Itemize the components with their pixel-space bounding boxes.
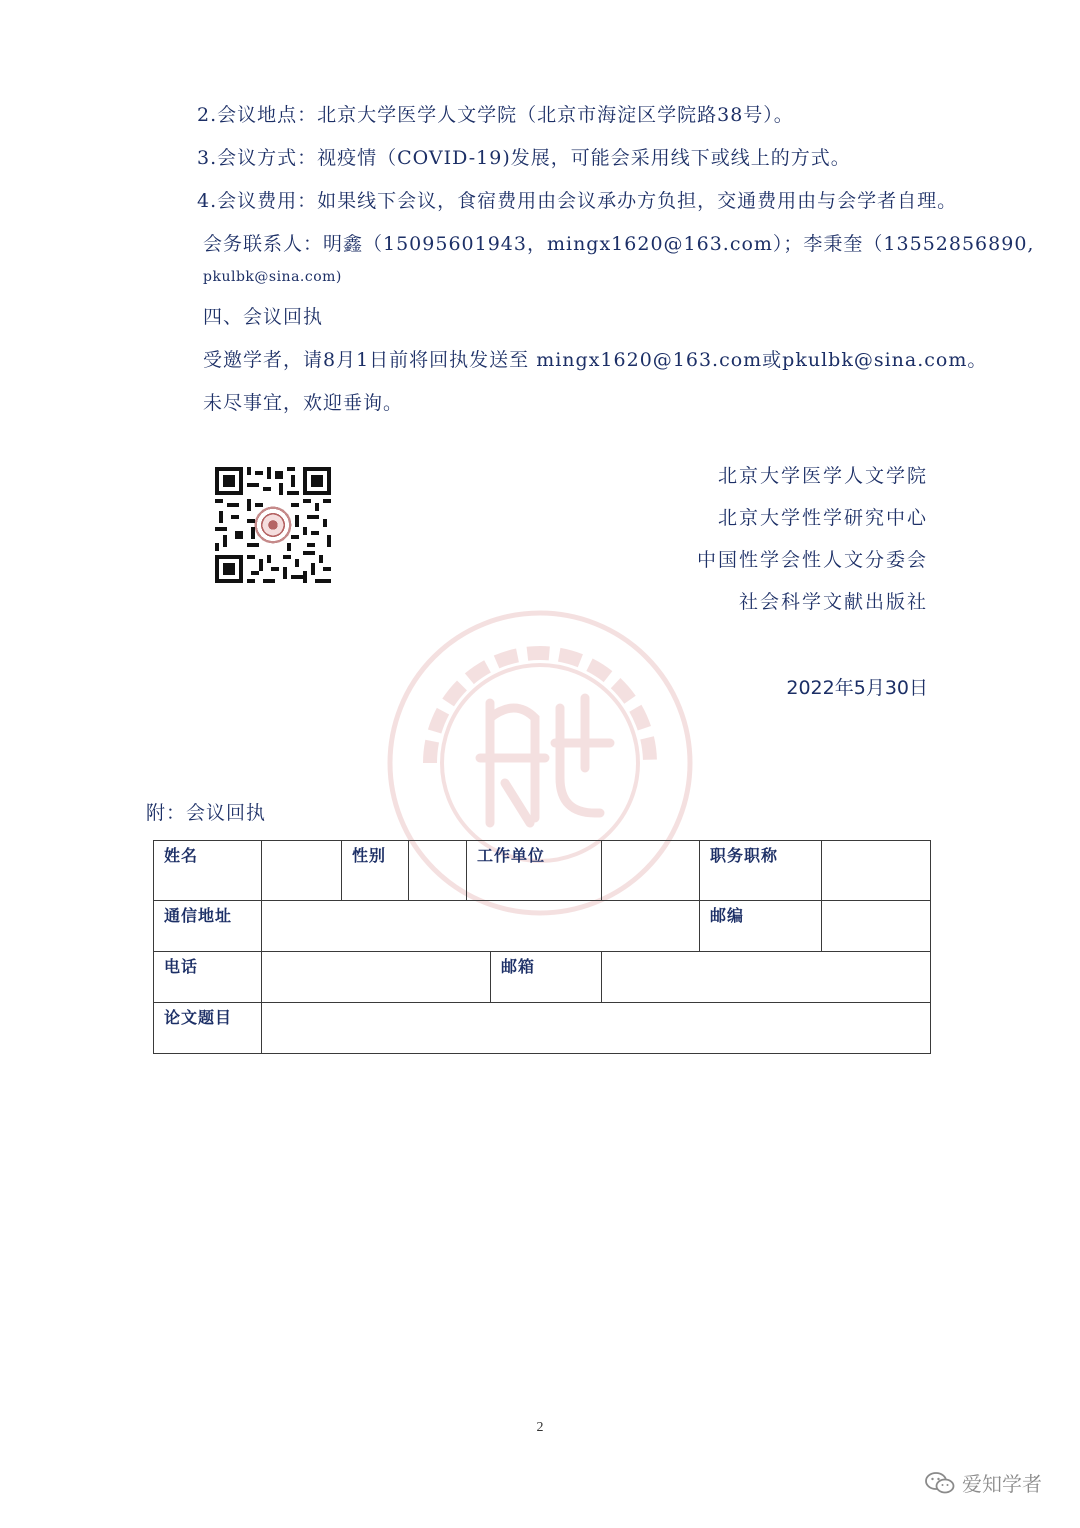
brand-name: 爱知学者 (962, 1472, 1042, 1496)
position-label: 职务职称 (700, 841, 822, 901)
body-line-mode: 3.会议方式：视疫情（COVID-19)发展，可能会采用线下或线上的方式。 (197, 147, 851, 169)
receipt-form-table (153, 840, 931, 1054)
email-label: 邮箱 (491, 952, 602, 1003)
gender-label: 性别 (342, 841, 409, 901)
employer-label: 工作单位 (467, 841, 602, 901)
gender-field[interactable] (409, 841, 467, 901)
qr-code-image (215, 467, 331, 583)
paper-title-field[interactable] (262, 1003, 931, 1054)
attachment-title: 附：会议回执 (146, 802, 267, 824)
body-line-fee: 4.会议费用：如果线下会议，食宿费用由会议承办方负担，交通费用由与会学者自理。 (197, 190, 958, 212)
wechat-icon (924, 1471, 956, 1495)
employer-field[interactable] (602, 841, 700, 901)
body-line-submit: 受邀学者，请8月1日前将回执发送至 mingx1620@163.com或pkulbk@sina.com。 (203, 349, 988, 371)
page-number: 2 (536, 1420, 544, 1435)
position-field[interactable] (822, 841, 931, 901)
phone-field[interactable] (262, 952, 491, 1003)
organizer-4: 社会科学文献出版社 (738, 591, 928, 613)
postcode-label: 邮编 (700, 901, 822, 952)
body-line-contacts: 会务联系人：明鑫（15095601943，mingx1620@163.com）；李秉奎（13552856890, (203, 233, 1035, 255)
paper-title-label: 论文题目 (154, 1003, 262, 1054)
name-label: 姓名 (154, 841, 262, 901)
brand-watermark (924, 1468, 1042, 1497)
body-line-venue: 2.会议地点：北京大学医学人文学院（北京市海淀区学院路38号）。 (197, 104, 794, 126)
address-label: 通信地址 (154, 901, 262, 952)
section-heading-receipt: 四、会议回执 (203, 306, 324, 328)
body-line-contacts-cont: pkulbk@sina.com) (203, 269, 342, 285)
organizer-3: 中国性学会性人文分委会 (696, 549, 928, 571)
phone-label: 电话 (154, 952, 262, 1003)
form-row-paper (154, 1003, 931, 1054)
postcode-field[interactable] (822, 901, 931, 952)
address-field[interactable] (262, 901, 700, 952)
form-row-address (154, 901, 931, 952)
form-row-contact (154, 952, 931, 1003)
body-line-closing: 未尽事宜，欢迎垂询。 (203, 392, 404, 414)
form-row-basic (154, 841, 931, 901)
email-field[interactable] (602, 952, 931, 1003)
name-field[interactable] (262, 841, 342, 901)
organizer-2: 北京大学性学研究中心 (717, 507, 928, 529)
organizer-1: 北京大学医学人文学院 (717, 465, 928, 487)
document-date: 2022年5月30日 (786, 677, 928, 699)
